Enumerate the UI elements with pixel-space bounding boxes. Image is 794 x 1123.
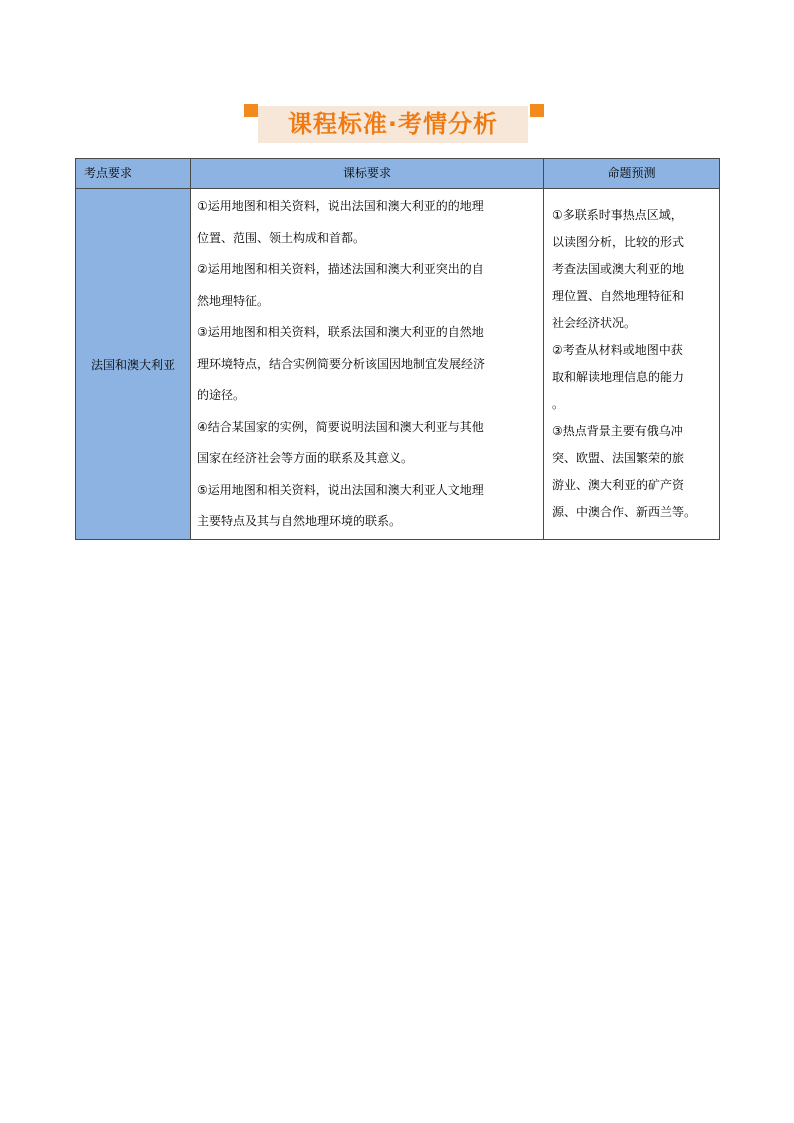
table-row xyxy=(76,189,720,540)
prediction-line: ③热点背景主要有俄乌冲 xyxy=(552,424,683,438)
requirement-line: ③运用地图和相关资料，联系法国和澳大利亚的自然地 xyxy=(197,325,484,339)
banner-left-square-icon xyxy=(244,104,258,117)
prediction-line: 源、中澳合作、新西兰等。 xyxy=(552,505,697,519)
prediction-line: ①多联系时事热点区域， xyxy=(552,208,683,222)
prediction-line: 游业、澳大利亚的矿产资 xyxy=(552,478,685,492)
header-requirements: 课标要求 xyxy=(191,159,544,189)
section-banner xyxy=(244,100,549,146)
requirement-line: ④结合某国家的实例，简要说明法国和澳大利亚与其他 xyxy=(197,419,484,434)
requirement-line: 主要特点及其与自然地理环境的联系。 xyxy=(197,514,402,528)
requirements-cell xyxy=(191,189,544,540)
header-prediction: 命题预测 xyxy=(544,159,720,189)
requirement-line: 的途径。 xyxy=(197,388,246,402)
requirement-line: 国家在经济社会等方面的联系及其意义。 xyxy=(197,451,414,465)
requirement-line: ②运用地图和相关资料，描述法国和澳大利亚突出的自 xyxy=(197,262,484,276)
prediction-line: 社会经济状况。 xyxy=(552,316,637,330)
prediction-line: 考查法国或澳大利亚的地 xyxy=(552,262,685,276)
requirement-line: ⑤运用地图和相关资料，说出法国和澳大利亚人文地理 xyxy=(197,482,484,497)
prediction-line: ②考查从材料或地图中获 xyxy=(552,343,683,357)
header-topic: 考点要求 xyxy=(76,159,191,189)
topic-cell: 法国和澳大利亚 xyxy=(76,189,191,540)
requirement-line: 位置、范围、领土构成和首都。 xyxy=(197,230,366,245)
prediction-line: 。 xyxy=(552,397,565,411)
curriculum-table xyxy=(75,158,720,540)
prediction-line: 理位置、自然地理特征和 xyxy=(552,289,685,303)
prediction-line: 以读图分析，比较的形式 xyxy=(552,235,685,249)
banner-title: 课程标准·考情分析 xyxy=(287,110,499,138)
prediction-line: 取和解读地理信息的能力 xyxy=(552,370,685,384)
requirement-line: 然地理特征。 xyxy=(197,293,270,308)
table-header-row xyxy=(76,159,720,189)
prediction-line: 突、欧盟、法国繁荣的旅 xyxy=(552,451,685,465)
prediction-cell xyxy=(544,189,720,540)
requirement-line: ①运用地图和相关资料，说出法国和澳大利亚的的地理 xyxy=(197,199,484,213)
banner-right-square-icon xyxy=(530,104,544,117)
requirement-line: 理环境特点，结合实例简要分析该国因地制宜发展经济 xyxy=(197,356,486,371)
